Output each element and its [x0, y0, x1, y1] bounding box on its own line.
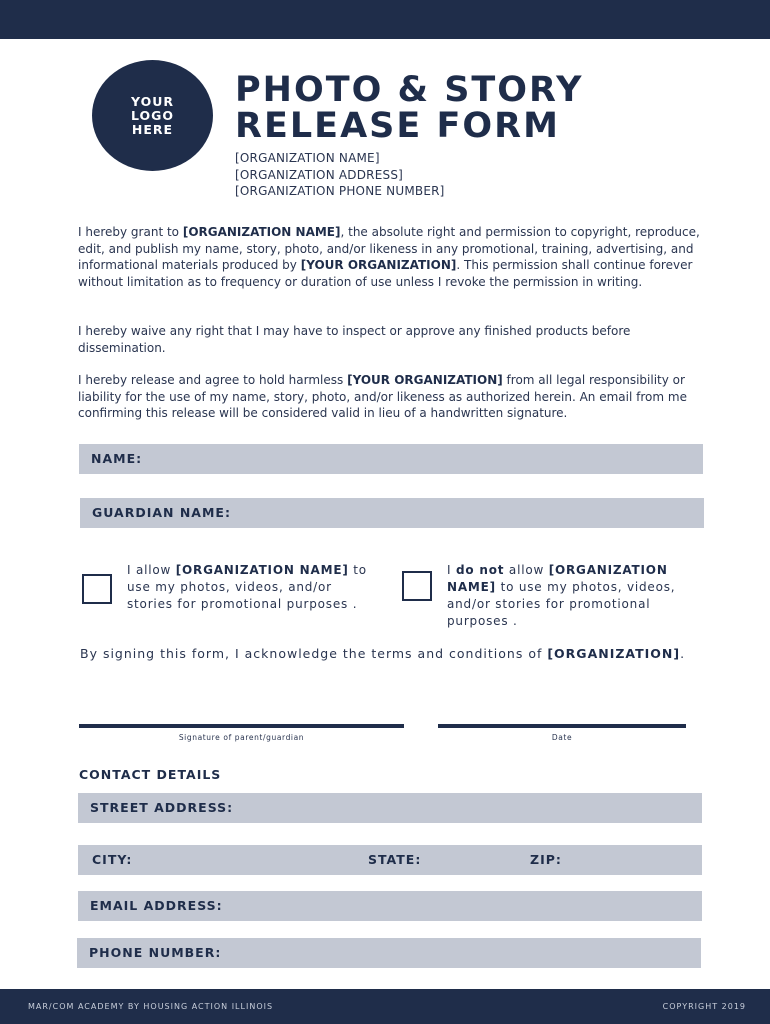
organization-info — [235, 150, 445, 200]
release-text-c: from all legal responsibility or liability for the use of my name, story, photo, and/or likeness as authorized herein. An email from me confirming this release will be considered valid in lieu of a handwritten signature. — [78, 373, 687, 420]
email-address-label: EMAIL ADDRESS: — [90, 898, 223, 913]
logo-text-line1: YOUR — [130, 93, 174, 109]
guardian-name-field[interactable] — [80, 498, 704, 528]
grant-text-a: I hereby grant to — [78, 225, 183, 239]
deny-text-a: I — [447, 563, 456, 577]
logo-text-line3: HERE — [131, 121, 174, 137]
release-paragraph — [78, 372, 703, 422]
ack-org: [ORGANIZATION] — [547, 646, 681, 661]
guardian-name-field-label: GUARDIAN NAME: — [92, 505, 231, 520]
page-title — [235, 72, 735, 144]
date-caption: Date — [551, 733, 573, 742]
allow-checkbox[interactable] — [82, 574, 112, 604]
acknowledgement-text — [80, 646, 685, 661]
organization-phone: [ORGANIZATION PHONE NUMBER] — [235, 184, 445, 198]
street-address-field[interactable] — [78, 793, 702, 823]
name-field-label: NAME: — [91, 451, 143, 466]
organization-name: [ORGANIZATION NAME] — [235, 151, 380, 165]
signature-line[interactable] — [79, 724, 404, 728]
deny-statement — [447, 562, 699, 630]
zip-label: ZIP: — [530, 852, 562, 867]
footer-credit: MAR/COM ACADEMY BY HOUSING ACTION ILLINOIS — [28, 1002, 274, 1011]
title-line2: RELEASE FORM — [235, 106, 560, 146]
phone-number-label: PHONE NUMBER: — [89, 945, 222, 960]
date-line[interactable] — [438, 724, 686, 728]
grant-your-org: [YOUR ORGANIZATION] — [300, 258, 457, 272]
signature-caption: Signature of parent/guardian — [178, 733, 305, 742]
state-label: STATE: — [368, 852, 422, 867]
contact-details-heading: CONTACT DETAILS — [79, 767, 222, 782]
deny-org-name: [ORGANIZATION NAME] — [447, 563, 668, 594]
logo-text-line2: LOGO — [130, 107, 175, 123]
allow-statement — [127, 562, 377, 613]
deny-text-c: allow — [504, 563, 549, 577]
title-line1: PHOTO & STORY — [235, 70, 584, 110]
city-state-zip-row[interactable] — [78, 845, 702, 875]
ack-text-c: . — [680, 646, 686, 661]
footer — [0, 989, 770, 1024]
allow-text-c: to use my photos, videos, and/or stories for promotional purposes . — [127, 563, 367, 611]
allow-text-a: I allow — [127, 563, 176, 577]
street-address-label: STREET ADDRESS: — [90, 800, 234, 815]
organization-address: [ORGANIZATION ADDRESS] — [235, 167, 404, 182]
waive-paragraph: I hereby waive any right that I may have to inspect or approve any finished products before dissemination. — [78, 324, 631, 355]
phone-number-field[interactable] — [77, 938, 701, 968]
grant-org-name: [ORGANIZATION NAME] — [182, 225, 341, 239]
footer-copyright: COPYRIGHT 2019 — [662, 1002, 746, 1011]
top-banner — [0, 0, 770, 39]
deny-checkbox[interactable] — [402, 571, 432, 601]
release-your-org: [YOUR ORGANIZATION] — [347, 373, 503, 387]
grant-text-e: . This permission shall continue forever without limitation as to frequency or duration of use unless I revoke the permission in writing. — [78, 258, 693, 289]
deny-do-not: do not — [455, 563, 505, 577]
release-text-a: I hereby release and agree to hold harmless — [78, 373, 348, 387]
allow-org-name: [ORGANIZATION NAME] — [175, 563, 349, 577]
grant-text-c: , the absolute right and permission to copyright, reproduce, edit, and publish my name, story, photo, and/or likeness in any promotional, training, advertising, and informational materials produced by — [78, 225, 700, 272]
name-field[interactable] — [79, 444, 703, 474]
deny-text-e: to use my photos, videos, and/or stories for promotional purposes . — [447, 580, 676, 628]
logo-placeholder — [92, 60, 213, 171]
city-label: CITY: — [92, 852, 133, 867]
ack-text-a: By signing this form, I acknowledge the terms and conditions of — [80, 646, 548, 661]
email-address-field[interactable] — [78, 891, 702, 921]
grant-paragraph — [78, 224, 703, 290]
